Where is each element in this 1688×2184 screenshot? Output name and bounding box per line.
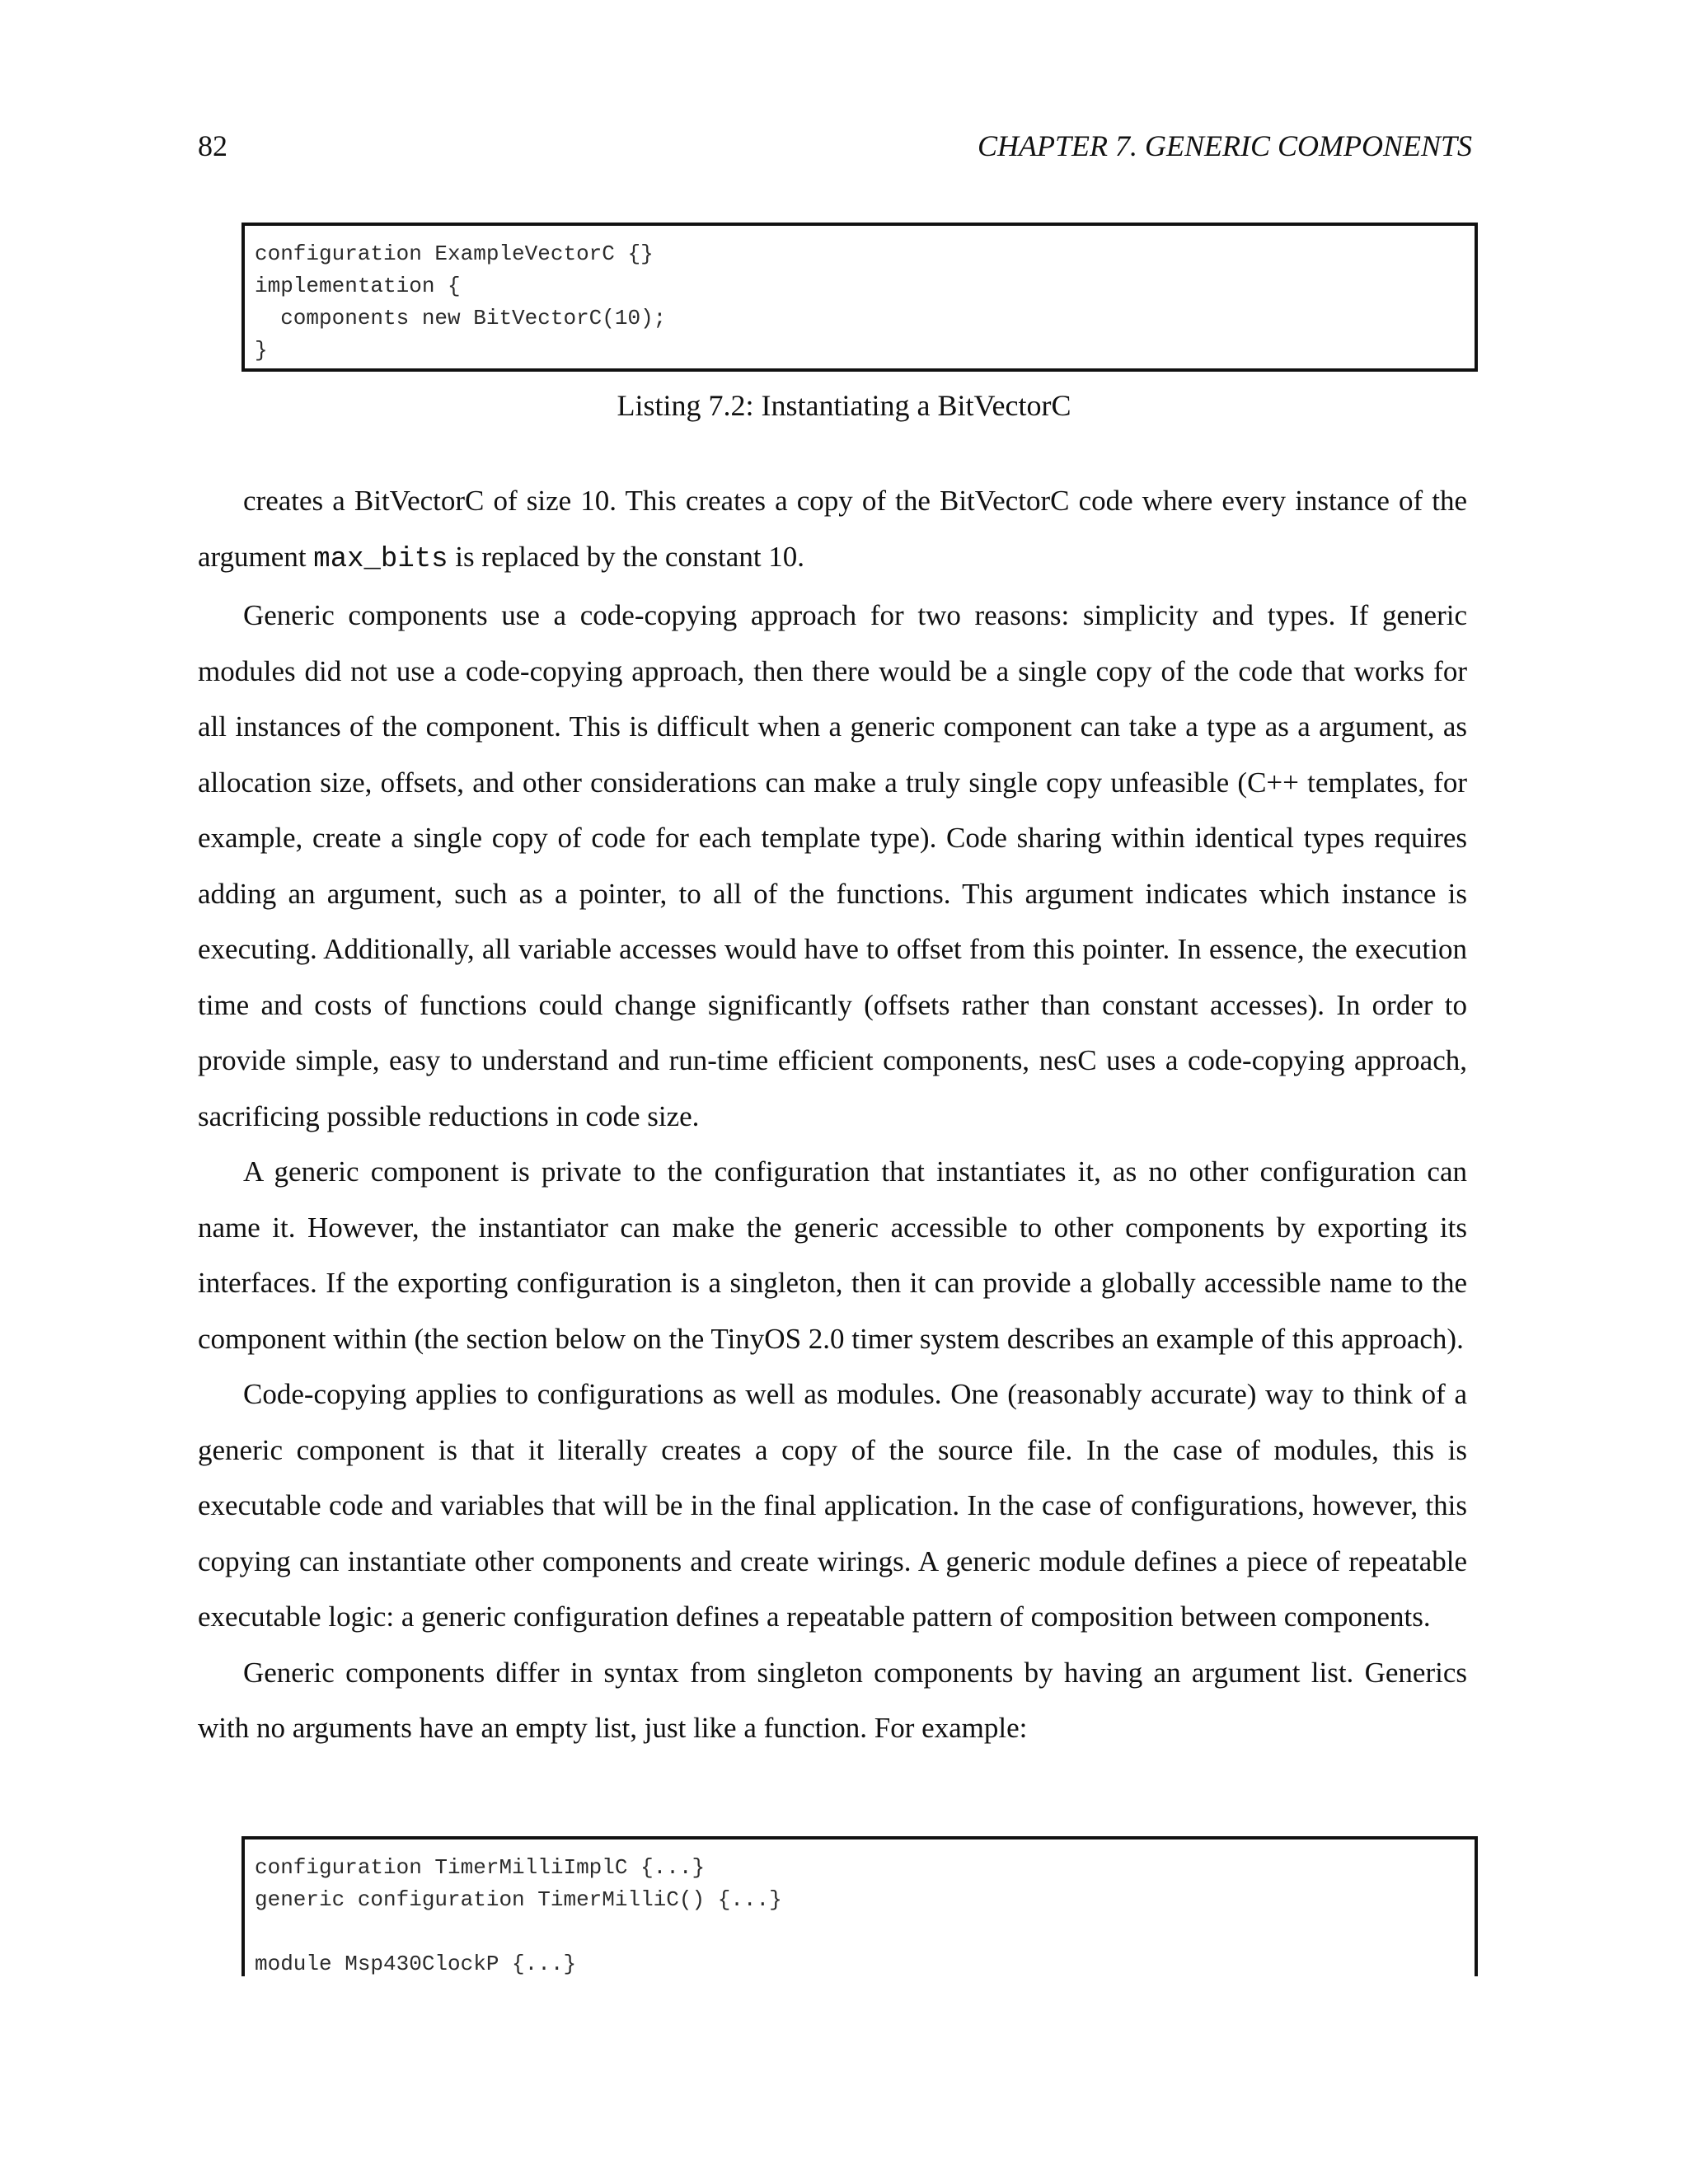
page-number: 82 [198,129,227,162]
paragraph-text: creates a BitVectorC of size 10. This creates a copy of the BitVectorC code where every instance of the argument [198,485,1467,573]
paragraph [198,473,1467,588]
paragraph-text: is replaced by the constant 10. [448,540,805,573]
code-line: module Msp430ClockP {...} [255,1952,577,1976]
paragraph: Generic components differ in syntax from singleton components by having an argument list. Generics with no arguments have an empty list, just like a function. For example: [198,1656,1467,1744]
code-listing-7-2 [241,223,1478,372]
paragraph: A generic component is private to the configuration that instantiates it, as no other configuration can name it. However, the instantiator can make the generic accessible to other components by exporting its interfaces. If the exporting configuration is a singleton, then it can provide a globally accessible name to the component within (the section below on the TinyOS 2.0 timer system describes an example of this approach). [198,1155,1467,1355]
listing-caption: Listing 7.2: Instantiating a BitVectorC [617,389,1071,422]
code-line: configuration ExampleVectorC {} [255,241,654,266]
code-line: implementation { [255,274,461,298]
paragraph: Code-copying applies to configurations as well as modules. One (reasonably accurate) way to think of a generic component is that it literally creates a copy of the source file. In the case of modules, this is executable code and variables that will be in the final application. In the case of configurations, however, this copying can instantiate other components and create wirings. A generic module defines a piece of repeatable executable logic: a generic configuration defines a repeatable pattern of composition between components. [198,1378,1467,1633]
code-listing-generic-syntax [241,1836,1478,1976]
code-line: components new BitVectorC(10); [255,306,667,330]
code-line [255,1916,1475,1948]
running-header: CHAPTER 7. GENERIC COMPONENTS [978,129,1472,162]
code-line: configuration TimerMilliImplC {...} [255,1855,706,1880]
code-line: generic configuration TimerMilliC() {...} [255,1887,782,1912]
inline-code: max_bits [313,543,448,575]
body-text [198,473,1467,1756]
paragraph: Generic components use a code-copying approach for two reasons: simplicity and types. If generic modules did not use a code-copying approach, then there would be a single copy of the code that works for all instances of the component. This is difficult when a generic component can take a type as a argument, as allocation size, offsets, and other considerations can make a truly single copy unfeasible (C++ templates, for example, create a single copy of code for each template type). Code sharing within identical types requires adding an argument, such as a pointer, to all of the functions. This argument indicates which instance is executing. Additionally, all variable accesses would have to offset from this pointer. In essence, the execution time and costs of functions could change significantly (offsets rather than constant accesses). In order to provide simple, easy to understand and run-time efficient components, nesC uses a code-copying approach, sacrificing possible reductions in code size. [198,599,1467,1132]
code-line: } [255,338,268,363]
